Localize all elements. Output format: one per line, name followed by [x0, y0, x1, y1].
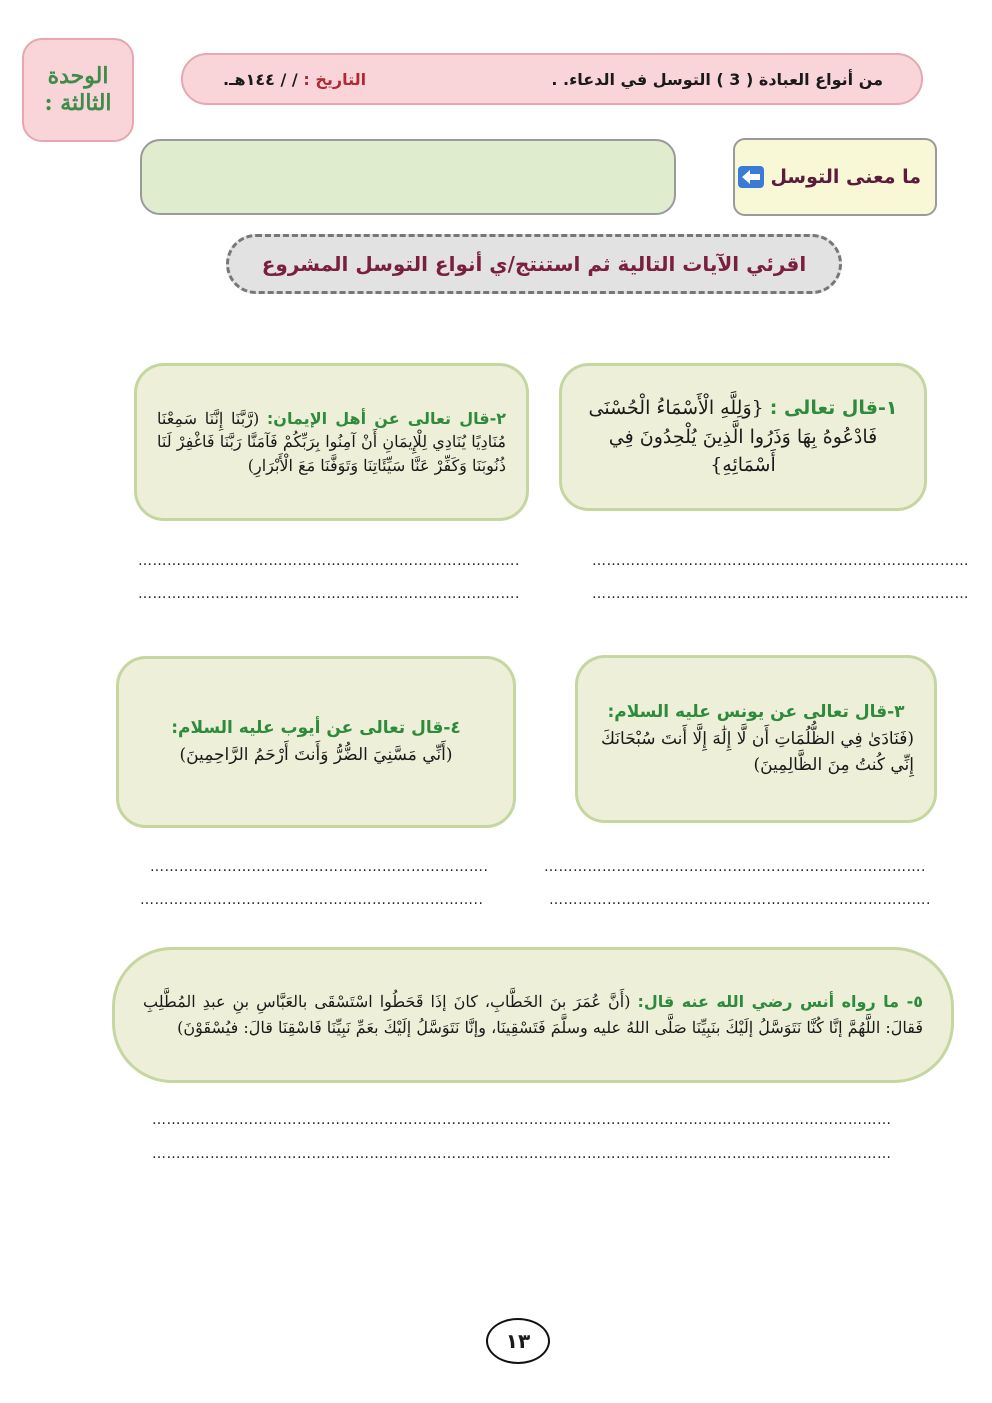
verse-card-3-label: ٣-قال تعالى عن يونس عليه السلام:	[607, 702, 905, 723]
verse-card-4-text: (أَنِّي مَسَّنِيَ الضُّرُّ وَأَنتَ أَرْحَمُ الرَّاحِمِينَ)	[179, 745, 453, 765]
date-field	[223, 70, 366, 89]
verse-card-3-text: (فَنَادَىٰ فِي الظُّلُمَاتِ أَن لَّا إِلَٰهَ إِلَّا أَنتَ سُبْحَانَكَ إِنِّي كُنتُ مِنَ الظَّالِمِينَ)	[600, 728, 914, 776]
answer-line[interactable]: …………………………………………………………………….	[138, 553, 520, 569]
date-label: التاريخ :	[303, 69, 367, 89]
hadith-card-5	[112, 947, 954, 1083]
verse-card-1-text: {وَلِلَّهِ الْأَسْمَاءُ الْحُسْنَى فَادْعُوهُ بِهَا وَذَرُوا الَّذِينَ يُلْحِدُونَ فِي أَسْمَائِهِ}	[588, 397, 878, 477]
answer-line[interactable]: …………………………………………………………………….	[549, 892, 931, 908]
answer-line[interactable]: ……………………………………………………………………	[592, 586, 969, 602]
hadith-card-5-label: ٥- ما رواه أنس رضي الله عنه قال:	[637, 991, 923, 1011]
answer-line[interactable]: ……………………………………………………………..	[140, 892, 484, 908]
answer-line[interactable]: ………………………………………………………………………………………………………………………………………	[152, 1146, 892, 1162]
instruction-banner: اقرئي الآيات التالية ثم استنتج/ي أنواع التوسل المشروع	[226, 234, 842, 294]
lesson-header	[181, 53, 923, 105]
lesson-title: من أنواع العبادة ( 3 ) التوسل في الدعاء. .	[551, 69, 883, 89]
unit-badge-line2: الثالثة :	[44, 90, 112, 116]
meaning-question: ما معنى التوسل	[770, 166, 921, 188]
hadith-card-5-text: (أَنَّ عُمَرَ بنَ الخَطَّابِ، كانَ إذَا قَحَطُوا اسْتَسْقَى بالعَبَّاسِ بنِ عبدِ المُطَّلِبِ فَقالَ: اللَّهُمَّ إنَّا كُنَّا نَتَوَسَّلُ إلَيْكَ بنَبِيِّنَا صَلَّى اللهُ عليه وسلَّمَ فَتَسْقِينَا، وإنَّا نَتَوَسَّلُ إلَيْكَ بعَمِّ نَبِيِّنَا فَاسْقِنَا قالَ: فيُسْقَوْنَ)	[143, 991, 923, 1037]
meaning-answer-box[interactable]	[140, 139, 676, 215]
unit-badge-line1: الوحدة	[47, 62, 109, 89]
verse-card-2	[134, 363, 529, 521]
answer-line[interactable]: …………………………………………………………….	[150, 859, 489, 875]
arrow-left-icon	[738, 166, 764, 188]
meaning-question-box	[733, 138, 937, 216]
verse-card-4-label: ٤-قال تعالى عن أيوب عليه السلام:	[171, 717, 461, 738]
verse-card-1-label: ١-قال تعالى :	[769, 397, 898, 420]
verse-card-2-label: ٢-قال تعالى عن أهل الإيمان:	[266, 409, 506, 429]
answer-line[interactable]: ……………………………………………………………………	[592, 553, 969, 569]
verse-card-3	[575, 655, 937, 823]
page-number: ١٣	[486, 1318, 550, 1364]
verse-card-2-text: (رَّبَّنَا إِنَّنَا سَمِعْنَا مُنَادِيًا يُنَادِي لِلْإِيمَانِ أَنْ آمِنُوا بِرَبِّكُمْ فَآمَنَّا رَبَّنَا فَاغْفِرْ لَنَا ذُنُوبَنَا وَكَفِّرْ عَنَّا سَيِّئَاتِنَا وَتَوَفَّنَا مَعَ الْأَبْرَارِ)	[157, 409, 506, 475]
date-value: / / ١٤٤هـ.	[223, 69, 298, 89]
answer-line[interactable]: ………………………………………………………………………………………………………………………………………	[152, 1112, 892, 1128]
verse-card-4	[116, 656, 516, 828]
unit-badge	[22, 38, 134, 142]
answer-line[interactable]: …………………………………………………………………….	[544, 859, 926, 875]
answer-line[interactable]: …………………………………………………………………….	[138, 586, 520, 602]
verse-card-1	[559, 363, 927, 511]
